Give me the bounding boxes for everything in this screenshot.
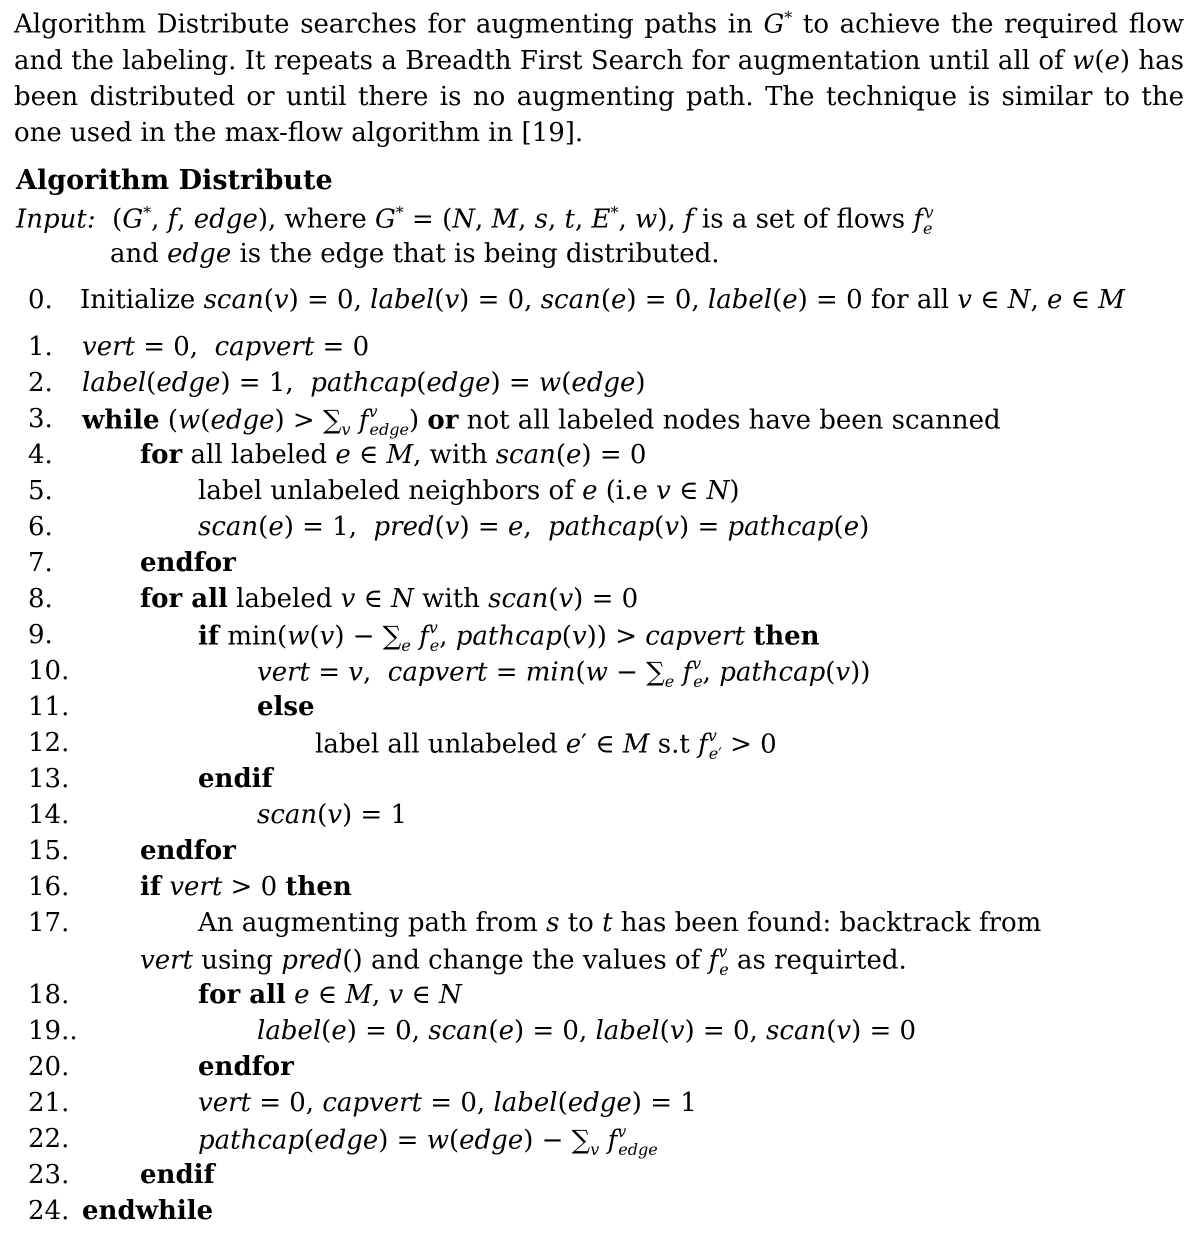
code-line-7: endfor xyxy=(140,548,236,578)
line-number: 5. xyxy=(28,476,53,506)
line-number: 14. xyxy=(28,800,70,830)
line-number: 13. xyxy=(28,764,70,794)
code-line-22: pathcap(edge) = w(edge) − $\sum_v$ $f^v_{edge}$ xyxy=(198,1122,658,1159)
algorithm-input-line-2: and edge is the edge that is being distributed. xyxy=(110,239,720,269)
code-line-4: for all labeled e ∈ M, with scan(e) = 0 xyxy=(140,440,647,470)
input-label: Input: xyxy=(16,204,96,235)
code-line-16: if vert > 0 then xyxy=(140,872,352,902)
code-line-15: endfor xyxy=(140,836,236,866)
algorithm-title: Algorithm Distribute xyxy=(16,165,333,196)
line-number: 3. xyxy=(28,404,53,434)
code-line-5: label unlabeled neighbors of e (i.e v ∈ N) xyxy=(198,476,740,506)
intro-paragraph: Algorithm Distribute searches for augmenting paths in G* to achieve the required flow and the labeling. It repeats a Breadth First Search for augmentation until all of w(e) has been distributed or until there is no augmenting path. The technique is similar to the one used in the max-flow algorithm in [19]. xyxy=(14,8,1185,148)
code-line-1: vert = 0, capvert = 0 xyxy=(82,332,370,362)
line-number: 24. xyxy=(28,1196,70,1226)
code-line-13: endif xyxy=(198,764,273,794)
line-number: 15. xyxy=(28,836,70,866)
line-number: 22. xyxy=(28,1124,70,1154)
line-number: 12. xyxy=(28,728,70,758)
code-line-17: An augmenting path from s to t has been found: backtrack from xyxy=(198,908,1042,938)
code-line-14: scan(v) = 1 xyxy=(257,800,408,830)
code-line-23: endif xyxy=(140,1160,215,1190)
code-line-20: endfor xyxy=(198,1052,294,1082)
line-number: 0. xyxy=(28,285,53,315)
code-line-9: if $\min(w(v) - \sum_e$ $f^v_e$, pathcap(v)) > capvert then xyxy=(198,618,820,655)
code-line-11: else xyxy=(257,692,315,722)
line-number: 9. xyxy=(28,620,53,650)
line-number: 17. xyxy=(28,908,70,938)
code-line-18: for all e ∈ M, v ∈ N xyxy=(198,980,462,1010)
code-line-0: Initialize scan(v) = 0, label(v) = 0, scan(e) = 0, label(e) = 0 for all v ∈ N, e ∈ M xyxy=(80,285,1125,315)
code-line-24: endwhile xyxy=(82,1196,214,1226)
line-number: 6. xyxy=(28,512,53,542)
code-line-21: vert = 0, capvert = 0, label(edge) = 1 xyxy=(198,1088,697,1118)
algorithm-input-line-1: Input: (G*, f, edge), where G* = (N, M, s, t, E*, w), f is a set of flows $f_e^v$ xyxy=(16,203,934,238)
line-number: 16. xyxy=(28,872,70,902)
code-line-12: label all unlabeled e′ ∈ M s.t $f^v_{e'} > 0$ xyxy=(315,726,777,763)
line-number: 2. xyxy=(28,368,53,398)
line-number: 7. xyxy=(28,548,53,578)
line-number: 18. xyxy=(28,980,70,1010)
code-line-6: scan(e) = 1, pred(v) = e, pathcap(v) = pathcap(e) xyxy=(198,512,870,542)
line-number: 4. xyxy=(28,440,53,470)
line-number: 20. xyxy=(28,1052,70,1082)
line-number: 8. xyxy=(28,584,53,614)
line-number: 23. xyxy=(28,1160,70,1190)
code-line-19: label(e) = 0, scan(e) = 0, label(v) = 0, scan(v) = 0 xyxy=(257,1016,917,1046)
line-number: 10. xyxy=(28,656,70,686)
code-line-8: for all labeled v ∈ N with scan(v) = 0 xyxy=(140,584,639,614)
code-line-2: label(edge) = 1, pathcap(edge) = w(edge) xyxy=(82,368,646,398)
code-line-3: while (w(edge) > $\sum_v$ $f^v_{edge}$) or not all labeled nodes have been scanned xyxy=(82,402,1001,439)
code-line-17-cont: vert using pred() and change the values of $f^v_e$ as requirted. xyxy=(140,942,907,979)
line-number: 11. xyxy=(28,692,70,722)
line-number: 1. xyxy=(28,332,53,362)
code-line-10: vert = v, capvert = $\min(w - \sum_e$ $f^v_e$, pathcap(v)) xyxy=(257,654,871,691)
line-number: 19.. xyxy=(28,1016,78,1046)
line-number: 21. xyxy=(28,1088,70,1118)
